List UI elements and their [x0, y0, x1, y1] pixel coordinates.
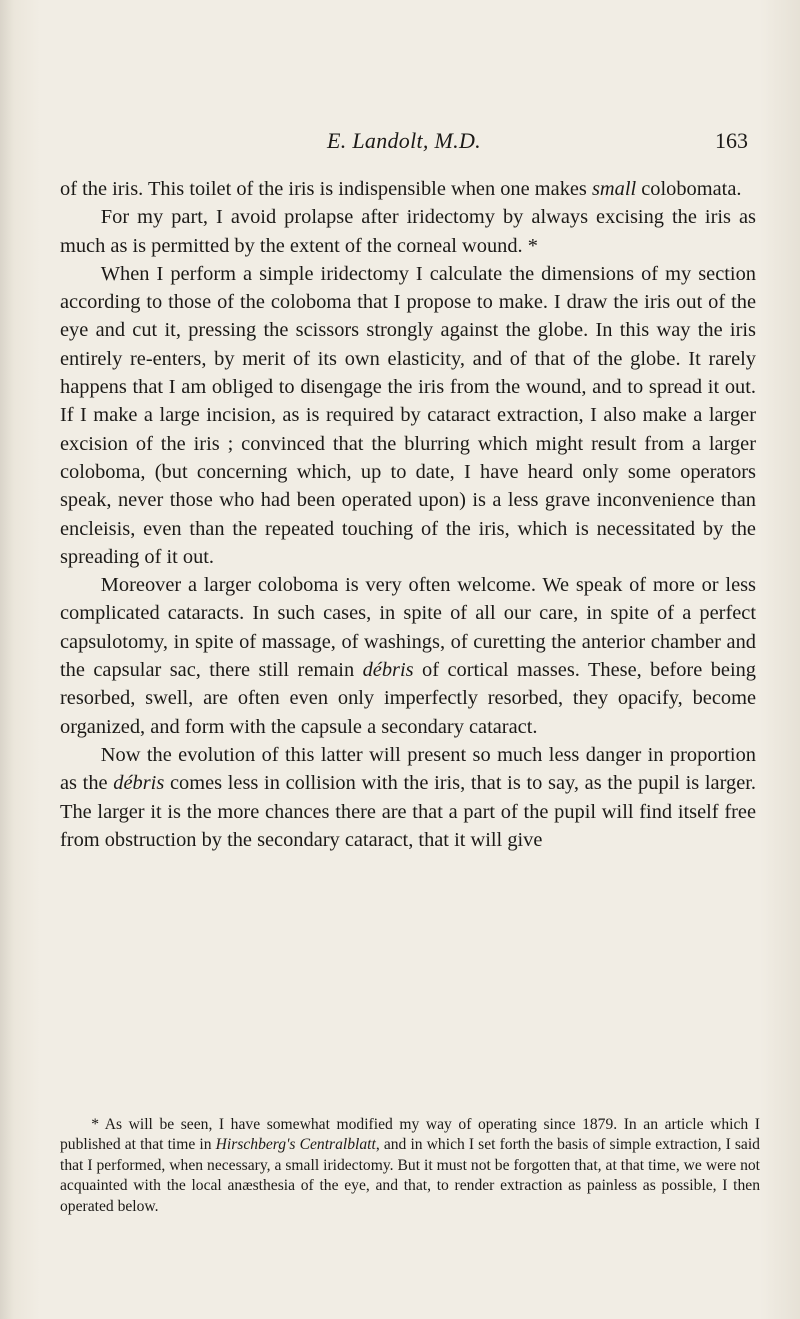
paragraph-1-tail: colobomata.: [636, 178, 742, 200]
page-header: [60, 128, 748, 154]
paragraph-1: [60, 175, 756, 203]
page-number: 163: [715, 128, 748, 153]
paragraph-5-text: Now the evolution of this latter will present so much less danger in proportion as the: [60, 743, 756, 795]
paragraph-3: When I perform a simple iridectomy I calculate the dimensions of my section according to those of the coloboma that I propose to make. I draw the iris out of the eye and cut it, pressing the scissors strongly against the globe. In this way the iris entirely re-enters, by merit of its own elasticity, and of that of the globe. It rarely happens that I am obliged to disengage the iris from the wound, and to spread it out. If I make a large incision, as is required by cataract extraction, I also make a larger excision of the iris ; convinced that the blurring which might result from a larger coloboma, (but concerning which, up to date, I have heard only some operators speak, never those who had been operated upon) is a less grave inconvenience than encleisis, even than the repeated touching of the iris, which is necessitated by the spreading of it out.: [60, 262, 756, 568]
emphasis-small: small: [591, 178, 637, 200]
body-text: [60, 175, 756, 854]
paragraph-5-tail: comes less in collision with the iris, that is to say, as the pupil is larger. The larger it is the more chances there are that a part of the pupil will find itself free from obstruction by the secondary cataract, that it will give: [60, 772, 757, 851]
paragraph-4: [60, 571, 756, 741]
emphasis-debris: débris: [362, 659, 414, 682]
emphasis-debris-2: débris: [113, 772, 165, 795]
footnote: [60, 1115, 760, 1217]
paragraph-5: [60, 741, 756, 854]
footnote-journal-title: Hirschberg's Centralblatt: [215, 1136, 376, 1154]
paragraph-1-text: of the iris. This toilet of the iris is indispensible when one makes: [60, 178, 592, 200]
footnote-text: * As will be seen, I have somewhat modified my way of operating since 1879. In an article which I published at that time in: [60, 1116, 760, 1154]
paragraph-4-text: Moreover a larger coloboma is very often welcome. We speak of more or less complicated cataracts. In such cases, in spite of all our care, in spite of a perfect capsulotomy, in spite of massage, of washings, of curetting the anterior chamber and the capsular sac, there still remain: [60, 574, 756, 682]
footnote-text-tail: , and in which I set forth the basis of simple extraction, I said that I performed, when necessary, a small iridectomy. But it must not be forgotten that, at that time, we were not acquainted with the local anæsthesia of the eye, and that, to render extraction as painless as possible, I then operated below.: [60, 1136, 760, 1215]
paragraph-2: For my part, I avoid prolapse after iridectomy by always excising the iris as much as is permitted by the extent of the corneal wound. *: [60, 206, 756, 257]
paragraph-4-tail: of cortical masses. These, before being resorbed, swell, are often even only imperfectly resorbed, they opacify, become organized, and form with the capsule a secondary cataract.: [60, 659, 756, 738]
running-head: E. Landolt, M.D.: [327, 128, 481, 153]
